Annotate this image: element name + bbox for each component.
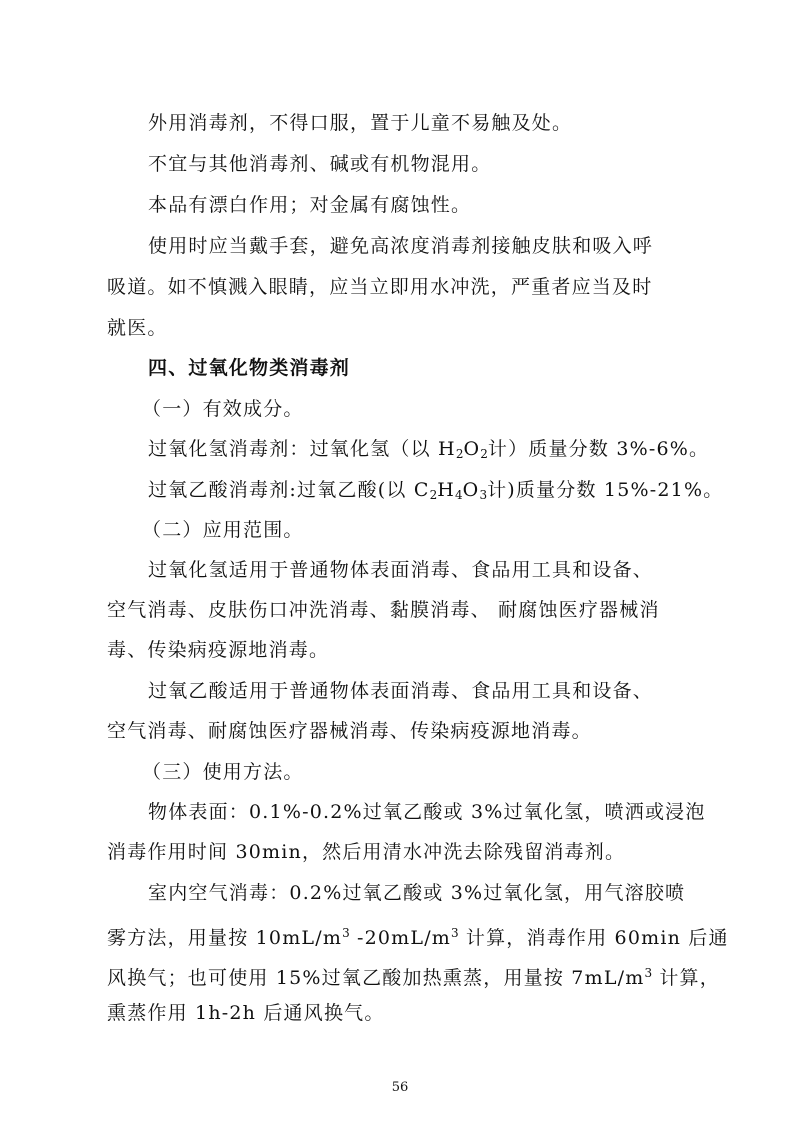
text-run: 雾方法，用量按 10mL/m (107, 927, 343, 949)
paragraph-line: 本品有漂白作用；对金属有腐蚀性。 (148, 194, 472, 216)
paragraph-line: 空气消毒、皮肤伤口冲洗消毒、黏膜消毒、 耐腐蚀医疗器械消 (107, 599, 660, 621)
paragraph-line: 过氧乙酸适用于普通物体表面消毒、食品用工具和设备、 (148, 680, 654, 702)
paragraph-line: 使用时应当戴手套，避免高浓度消毒剂接触皮肤和吸入呼 (148, 235, 654, 257)
text-run: 计)质量分数 15%-21%。 (487, 479, 724, 501)
paragraph-line: 室内空气消毒：0.2%过氧乙酸或 3%过氧化氢，用气溶胶喷 (148, 882, 686, 904)
paragraph-line: 过氧化氢适用于普通物体表面消毒、食品用工具和设备、 (148, 559, 654, 581)
paragraph-line (107, 920, 729, 951)
section-heading: 四、过氧化物类消毒剂 (148, 357, 351, 379)
subsection-heading: （二）应用范围。 (142, 519, 304, 541)
subscript: 2 (429, 488, 438, 502)
paragraph-line: 消毒作用时间 30min，然后用清水冲洗去除残留消毒剂。 (107, 841, 626, 863)
paragraph-line: 不宜与其他消毒剂、碱或有机物混用。 (148, 153, 492, 175)
paragraph-line: 外用消毒剂，不得口服，置于儿童不易触及处。 (148, 112, 573, 134)
paragraph-line (148, 477, 723, 508)
paragraph-line: 空气消毒、耐腐蚀医疗器械消毒、传染病疫源地消毒。 (107, 720, 592, 742)
text-run: 风换气；也可使用 15%过氧乙酸加热熏蒸，用量按 7mL/m (107, 967, 645, 989)
subsection-heading: （一）有效成分。 (142, 398, 304, 420)
text-run: 过氧化氢消毒剂：过氧化氢（以 H (148, 438, 456, 460)
text-run: 计）质量分数 3%-6%。 (487, 438, 710, 460)
subscript: 3 (479, 488, 488, 502)
paragraph-line: 就医。 (107, 317, 168, 339)
text-run: 计算，消毒作用 60min 后通 (458, 927, 729, 949)
subscript: 2 (480, 447, 488, 461)
subscript: 2 (455, 447, 464, 461)
paragraph-line: 物体表面：0.1%-0.2%过氧乙酸或 3%过氧化氢，喷洒或浸泡 (148, 801, 706, 823)
text-run: -20mL/m (349, 927, 452, 949)
text-run: 计算， (652, 967, 720, 989)
superscript: 3 (451, 926, 459, 940)
subscript: 4 (455, 488, 463, 502)
paragraph-line: 毒、传染病疫源地消毒。 (107, 639, 330, 661)
paragraph-line (107, 960, 720, 991)
superscript: 3 (644, 966, 653, 980)
paragraph-line: 熏蒸作用 1h-2h 后通风换气。 (107, 1002, 385, 1024)
text-run: 过氧乙酸消毒剂:过氧乙酸(以 C (148, 479, 430, 501)
page-number: 56 (391, 1080, 409, 1095)
paragraph-line: 吸道。如不慎溅入眼睛，应当立即用水冲洗，严重者应当及时 (107, 276, 653, 298)
text-run: O (462, 479, 480, 501)
text-run: O (463, 438, 481, 460)
superscript: 3 (342, 926, 350, 940)
paragraph-line (148, 436, 709, 467)
subsection-heading: （三）使用方法。 (142, 761, 304, 783)
text-run: H (437, 479, 456, 501)
